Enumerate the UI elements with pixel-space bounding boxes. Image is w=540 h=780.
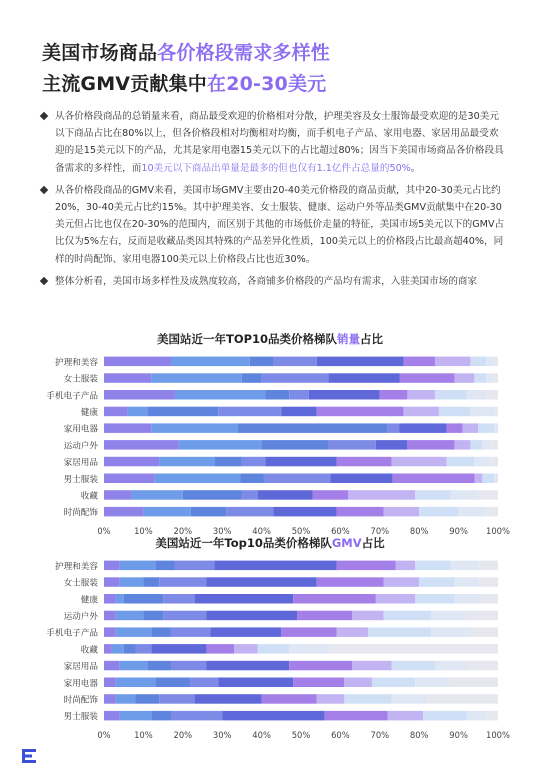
bar-segment-40-50	[435, 357, 470, 367]
gmv-share-chart	[0, 532, 540, 744]
bar-segment-70-100	[431, 627, 470, 637]
x-tick-label: 40%	[252, 730, 271, 740]
bar-segment-5-10	[120, 711, 152, 721]
x-tick-label: 60%	[331, 526, 350, 536]
bar-segment-5-10	[116, 678, 155, 688]
bar-segment-10-15	[124, 644, 136, 654]
bar-segment-20-30	[206, 611, 297, 621]
bar-segment->100	[490, 457, 498, 467]
bar-segment-5-10	[151, 373, 242, 383]
bar-segment-5-10	[128, 407, 148, 417]
bar-segment-15-20	[262, 373, 329, 383]
bar-segment-20-30	[195, 694, 262, 704]
diamond-bullet-icon	[40, 277, 48, 285]
bar-segment-70-100	[435, 661, 467, 671]
heading-line-2-plain: 主流GMV贡献集中	[42, 73, 208, 95]
bar-segment-0-5	[104, 577, 120, 587]
bar-segment-40-50	[388, 711, 423, 721]
bar-segment-15-20	[242, 490, 258, 500]
category-label: 运动户外	[63, 441, 98, 452]
bar-segment-30-40	[400, 373, 455, 383]
bar-segment->100	[466, 611, 498, 621]
bar-segment-30-40	[281, 627, 336, 637]
x-tick-label: 60%	[331, 730, 350, 740]
bar-segment-30-40	[380, 390, 408, 400]
chart-svg	[0, 328, 540, 540]
bar-segment-0-5	[104, 594, 116, 604]
bar-segment-5-10	[155, 474, 241, 484]
bar-segment-10-15	[242, 373, 262, 383]
bar-segment-20-30	[210, 627, 281, 637]
bar-segment-30-40	[336, 457, 391, 467]
bar-segment->100	[470, 627, 498, 637]
bullet-item-gmv	[40, 182, 506, 268]
bullet-gmv-text: 从各价格段商品的GMV来看，美国市场GMV主要由20-40美元价格段的商品贡献，其中20-30美元占比约20%，30-40美元占比约15%。其中护理美容、女士服装、健康、运动户外等品类GMV贡献集中在20-30美元但占比也仅在20-30%的范围内，而区别于其他的市场低价走量的特征，美国市场5美元以下的GMV占比仅为5%左右，反而是收藏品类因其特殊的产品差异化性质，100美元以上的价格段占比最高超40%，同样的时尚配饰、家用电器100美元以上价格段占比也近30%。	[55, 184, 505, 265]
bar-segment-15-20	[264, 474, 330, 484]
bar-segment-70-100	[415, 678, 450, 688]
category-label: 运动户外	[63, 611, 98, 622]
bar-segment-30-40	[403, 357, 435, 367]
sales-share-chart	[0, 328, 540, 540]
bar-segment-0-5	[104, 474, 155, 484]
bar-segment-70-100	[455, 594, 483, 604]
bar-segment-20-30	[281, 407, 316, 417]
bar-segment-5-10	[112, 644, 124, 654]
bar-segment-15-20	[388, 423, 400, 433]
x-tick-label: 90%	[449, 526, 468, 536]
bar-segment-70-100	[470, 407, 494, 417]
diamond-bullet-icon	[40, 186, 48, 194]
x-tick-label: 40%	[252, 526, 271, 536]
bar-segment-15-20	[171, 711, 222, 721]
category-label: 家居用品	[63, 458, 98, 469]
bar-segment-40-50	[407, 390, 435, 400]
x-tick-label: 80%	[409, 730, 429, 740]
bar-segment-40-50	[384, 577, 419, 587]
heading-line-1	[42, 38, 330, 69]
bar-segment-50-70	[419, 507, 458, 517]
chart-title-part: 销量	[337, 332, 361, 346]
bar-segment->100	[486, 711, 498, 721]
bar-segment-30-40	[393, 474, 475, 484]
bar-segment-10-15	[151, 627, 171, 637]
bar-segment-50-70	[470, 357, 486, 367]
bar-segment-50-70	[368, 627, 431, 637]
bar-segment->100	[482, 594, 498, 604]
bar-segment-40-50	[234, 644, 258, 654]
x-tick-label: 90%	[449, 730, 468, 740]
x-tick-label: 100%	[486, 526, 510, 536]
category-label: 健康	[80, 407, 98, 418]
bar-segment-0-5	[104, 561, 120, 571]
bar-segment-10-15	[238, 423, 388, 433]
bar-segment-40-50	[455, 440, 471, 450]
bar-segment-30-40	[407, 440, 454, 450]
bar-segment-20-30	[317, 357, 404, 367]
bar-segment-5-10	[116, 694, 136, 704]
bar-segment-20-30	[329, 373, 400, 383]
bar-segment-5-10	[120, 577, 144, 587]
bar-segment-50-70	[447, 457, 475, 467]
bar-segment-50-70	[392, 661, 435, 671]
x-tick-label: 10%	[134, 526, 153, 536]
bar-segment-10-15	[143, 611, 163, 621]
bar-segment-70-100	[494, 474, 498, 484]
x-tick-label: 30%	[212, 526, 232, 536]
bar-segment-50-70	[415, 490, 450, 500]
category-label: 护理和美容	[55, 357, 98, 368]
bar-segment->100	[466, 661, 498, 671]
bar-segment-30-40	[293, 594, 376, 604]
x-tick-label: 70%	[370, 730, 390, 740]
bar-segment-70-100	[459, 507, 487, 517]
bar-segment-20-30	[376, 440, 408, 450]
bullet-sales-tail: 。	[410, 162, 421, 174]
bar-segment-50-70	[384, 611, 431, 621]
x-tick-label: 80%	[409, 526, 429, 536]
bar-segment->100	[329, 644, 498, 654]
bar-segment-50-70	[482, 474, 494, 484]
bar-segment-5-10	[120, 661, 148, 671]
bar-segment-10-15	[183, 490, 242, 500]
bar-segment-15-20	[159, 577, 206, 587]
bar-segment-20-30	[266, 457, 337, 467]
bar-segment-70-100	[486, 357, 494, 367]
bar-segment-0-5	[104, 457, 159, 467]
bar-segment-70-100	[451, 561, 479, 571]
bar-segment-30-40	[206, 644, 234, 654]
heading-line-2-highlight: 在20-30美元	[207, 73, 327, 95]
category-label: 时尚配饰	[63, 695, 98, 706]
bar-segment-10-15	[214, 457, 242, 467]
bar-segment-15-20	[159, 694, 194, 704]
bar-segment-50-70	[435, 390, 467, 400]
chart-title-part: 占比	[360, 332, 384, 346]
bar-segment-50-70	[474, 373, 486, 383]
chart-title	[157, 332, 384, 346]
bar-segment-0-5	[104, 390, 175, 400]
brand-logo-icon	[22, 749, 36, 763]
bar-segment-10-15	[262, 440, 329, 450]
category-label: 家用电器	[63, 678, 98, 689]
bar-segment-15-20	[171, 661, 206, 671]
bar-segment-70-100	[486, 373, 494, 383]
bar-segment-30-40	[289, 661, 352, 671]
bullet-summary-text: 整体分析看，美国市场多样性及成熟度较高，各商铺多价格段的产品均有需求，入驻美国市场的商家	[55, 275, 478, 287]
x-tick-label: 100%	[486, 730, 510, 740]
bar-segment-30-40	[297, 611, 352, 621]
bar-segment-15-20	[273, 357, 316, 367]
bar-segment-20-30	[273, 507, 336, 517]
bar-segment-30-40	[317, 407, 404, 417]
bar-segment-50-70	[415, 594, 454, 604]
bar-segment->100	[478, 490, 498, 500]
bar-segment-15-20	[329, 440, 376, 450]
bar-segment-20-30	[206, 661, 289, 671]
bar-segment->100	[494, 407, 498, 417]
bar-segment-70-100	[466, 390, 486, 400]
bar-segment-0-5	[104, 627, 116, 637]
bar-segment-40-50	[344, 678, 372, 688]
bar-segment-5-10	[175, 390, 266, 400]
bar-segment-15-20	[242, 457, 266, 467]
bar-segment-10-15	[241, 474, 264, 484]
page-heading	[42, 38, 330, 100]
bar-segment-40-50	[348, 490, 415, 500]
bar-segment->100	[486, 390, 498, 400]
bar-segment-0-5	[104, 507, 143, 517]
bar-segment-20-30	[214, 561, 336, 571]
bar-segment-10-15	[250, 357, 274, 367]
chart-svg	[0, 532, 540, 744]
x-tick-label: 20%	[173, 730, 193, 740]
bar-segment-50-70	[423, 711, 466, 721]
bar-segment-10-15	[155, 678, 190, 688]
bar-segment-10-15	[155, 561, 175, 571]
bar-segment->100	[494, 373, 498, 383]
bar-segment-70-100	[474, 457, 490, 467]
category-label: 手机电子产品	[46, 391, 98, 402]
bar-segment-40-50	[317, 694, 345, 704]
category-label: 收藏	[80, 645, 98, 656]
bar-segment-20-30	[222, 711, 324, 721]
bar-segment-0-5	[104, 490, 132, 500]
bar-segment-20-30	[258, 490, 313, 500]
bar-segment-40-50	[336, 627, 368, 637]
bar-segment->100	[486, 507, 498, 517]
bar-segment->100	[427, 694, 498, 704]
bar-segment-0-5	[104, 440, 179, 450]
category-label: 手机电子产品	[46, 628, 98, 639]
bar-segment-30-40	[262, 694, 317, 704]
bar-segment-0-5	[104, 644, 112, 654]
bar-segment-0-5	[104, 694, 116, 704]
bar-segment-15-20	[218, 407, 281, 417]
x-tick-label: 10%	[134, 730, 153, 740]
heading-line-1-highlight: 各价格段需求多样性	[157, 42, 331, 64]
chart-title-part: 美国站近一年TOP10品类价格梯队	[156, 332, 338, 346]
chart-title	[155, 536, 385, 550]
bar-segment-0-5	[104, 711, 120, 721]
bar-segment-70-100	[482, 440, 490, 450]
bar-segment-15-20	[226, 507, 273, 517]
bar-segment-40-50	[392, 457, 447, 467]
x-tick-label: 0%	[97, 730, 111, 740]
bar-segment-5-10	[116, 627, 151, 637]
bar-segment-30-40	[336, 507, 383, 517]
x-tick-label: 50%	[291, 526, 311, 536]
bar-segment->100	[490, 440, 498, 450]
bar-segment-15-20	[175, 561, 214, 571]
bar-segment-30-40	[293, 678, 344, 688]
bar-segment-10-15	[191, 507, 226, 517]
bullet-item-summary	[40, 273, 506, 290]
chart-title-part: GMV	[331, 536, 362, 550]
bar-segment-40-50	[475, 474, 483, 484]
x-tick-label: 0%	[97, 526, 111, 536]
bullet-item-sales	[40, 108, 506, 177]
category-label: 收藏	[80, 491, 98, 502]
bar-segment-20-30	[330, 474, 392, 484]
bar-segment->100	[478, 577, 498, 587]
bar-segment-5-10	[116, 611, 144, 621]
heading-line-2	[42, 69, 330, 100]
bar-segment-15-20	[191, 678, 219, 688]
bar-segment-10-15	[147, 407, 218, 417]
bar-segment-5-10	[120, 561, 155, 571]
bar-segment-70-100	[455, 577, 479, 587]
bar-segment-50-70	[372, 678, 415, 688]
bar-segment-5-10	[132, 490, 183, 500]
bar-segment-5-10	[151, 423, 238, 433]
bar-segment-40-50	[352, 661, 391, 671]
chart-title-part: 美国站近一年Top10品类价格梯队	[155, 536, 332, 550]
bar-segment-5-10	[171, 357, 250, 367]
bar-segment-70-100	[431, 611, 466, 621]
bar-segment-15-20	[163, 594, 195, 604]
chart-title-part: 占比	[361, 536, 385, 550]
category-label: 时尚配饰	[63, 508, 98, 519]
bar-segment-0-5	[104, 423, 151, 433]
category-label: 女士服装	[63, 578, 98, 589]
bullet-sales-highlight: 10美元以下商品出单量是最多的但也仅有1.1亿件占总量的50%	[141, 162, 411, 174]
bar-segment->100	[451, 678, 498, 688]
x-tick-label: 50%	[291, 730, 311, 740]
x-tick-label: 70%	[370, 526, 390, 536]
bar-segment-10-15	[136, 694, 160, 704]
bar-segment-40-50	[463, 423, 479, 433]
bar-segment-50-70	[419, 577, 454, 587]
bar-segment-0-5	[104, 678, 116, 688]
bar-segment-15-20	[171, 627, 210, 637]
bar-segment-30-40	[317, 577, 384, 587]
bar-segment-15-20	[136, 644, 152, 654]
bar-segment-0-5	[104, 357, 171, 367]
bar-segment-40-50	[403, 407, 438, 417]
category-label: 女士服装	[63, 374, 98, 385]
bar-segment-10-15	[147, 661, 171, 671]
bar-segment-20-30	[400, 423, 447, 433]
bar-segment-15-20	[289, 390, 309, 400]
bar-segment->100	[494, 357, 498, 367]
bar-segment-50-70	[415, 561, 450, 571]
bar-segment-5-10	[179, 440, 262, 450]
diamond-bullet-icon	[40, 112, 48, 120]
bar-segment-5-10	[159, 457, 214, 467]
bar-segment-30-40	[447, 423, 463, 433]
bar-segment-30-40	[313, 490, 348, 500]
bar-segment-40-50	[384, 507, 419, 517]
category-label: 健康	[80, 595, 98, 606]
bar-segment-40-50	[352, 611, 384, 621]
bar-segment-70-100	[494, 423, 498, 433]
analysis-bullets	[40, 108, 506, 290]
bar-segment-40-50	[396, 561, 416, 571]
bar-segment-70-100	[451, 490, 479, 500]
bar-segment-0-5	[104, 407, 128, 417]
category-label: 家用电器	[63, 424, 98, 435]
heading-line-1-plain: 美国市场商品	[42, 42, 158, 64]
bar-segment-0-5	[104, 661, 120, 671]
bar-segment-0-5	[104, 373, 151, 383]
bar-segment-20-30	[206, 577, 316, 587]
x-tick-label: 20%	[173, 526, 193, 536]
bar-segment-50-70	[344, 694, 391, 704]
bar-segment->100	[478, 561, 498, 571]
bar-segment-50-70	[478, 423, 494, 433]
bar-segment-20-30	[151, 644, 206, 654]
x-tick-label: 30%	[212, 730, 232, 740]
bar-segment-20-30	[218, 678, 293, 688]
bar-segment-50-70	[258, 644, 290, 654]
bar-segment-40-50	[376, 594, 415, 604]
bar-segment-15-20	[163, 611, 206, 621]
bar-segment-20-30	[195, 594, 294, 604]
bar-segment-30-40	[336, 561, 395, 571]
category-label: 男士服装	[63, 474, 98, 485]
bar-segment-30-40	[325, 711, 388, 721]
bullet-sales-text: 从各价格段商品的总销量来看，商品最受欢迎的价格相对分散，护理美容及女士服饰最受欢迎的是30美元以下商品占比在80%以上，但各价格段相对均衡相对均衡，而手机电子产品、家用电器、家居用品最受欢迎的是15美元以下的产品，尤其是家用电器15美元以下的占比超过80%；因当下美国市场商品各价格段具备需求的多样性，而	[55, 111, 504, 174]
bar-segment-10-15	[124, 594, 163, 604]
bar-segment-50-70	[439, 407, 471, 417]
bar-segment-70-100	[392, 694, 427, 704]
bar-segment-5-10	[116, 594, 124, 604]
bar-segment-10-15	[151, 711, 171, 721]
bar-segment-70-100	[289, 644, 328, 654]
bar-segment-20-30	[309, 390, 380, 400]
brand-logo	[22, 748, 36, 767]
bar-segment-40-50	[455, 373, 475, 383]
bar-segment-70-100	[466, 711, 486, 721]
category-label: 家居用品	[63, 662, 98, 673]
bar-segment-50-70	[470, 440, 482, 450]
bar-segment-10-15	[143, 577, 159, 587]
category-label: 男士服装	[63, 712, 98, 723]
bar-segment-10-15	[266, 390, 290, 400]
bar-segment-5-10	[143, 507, 190, 517]
category-label: 护理和美容	[55, 561, 98, 572]
bar-segment-0-5	[104, 611, 116, 621]
